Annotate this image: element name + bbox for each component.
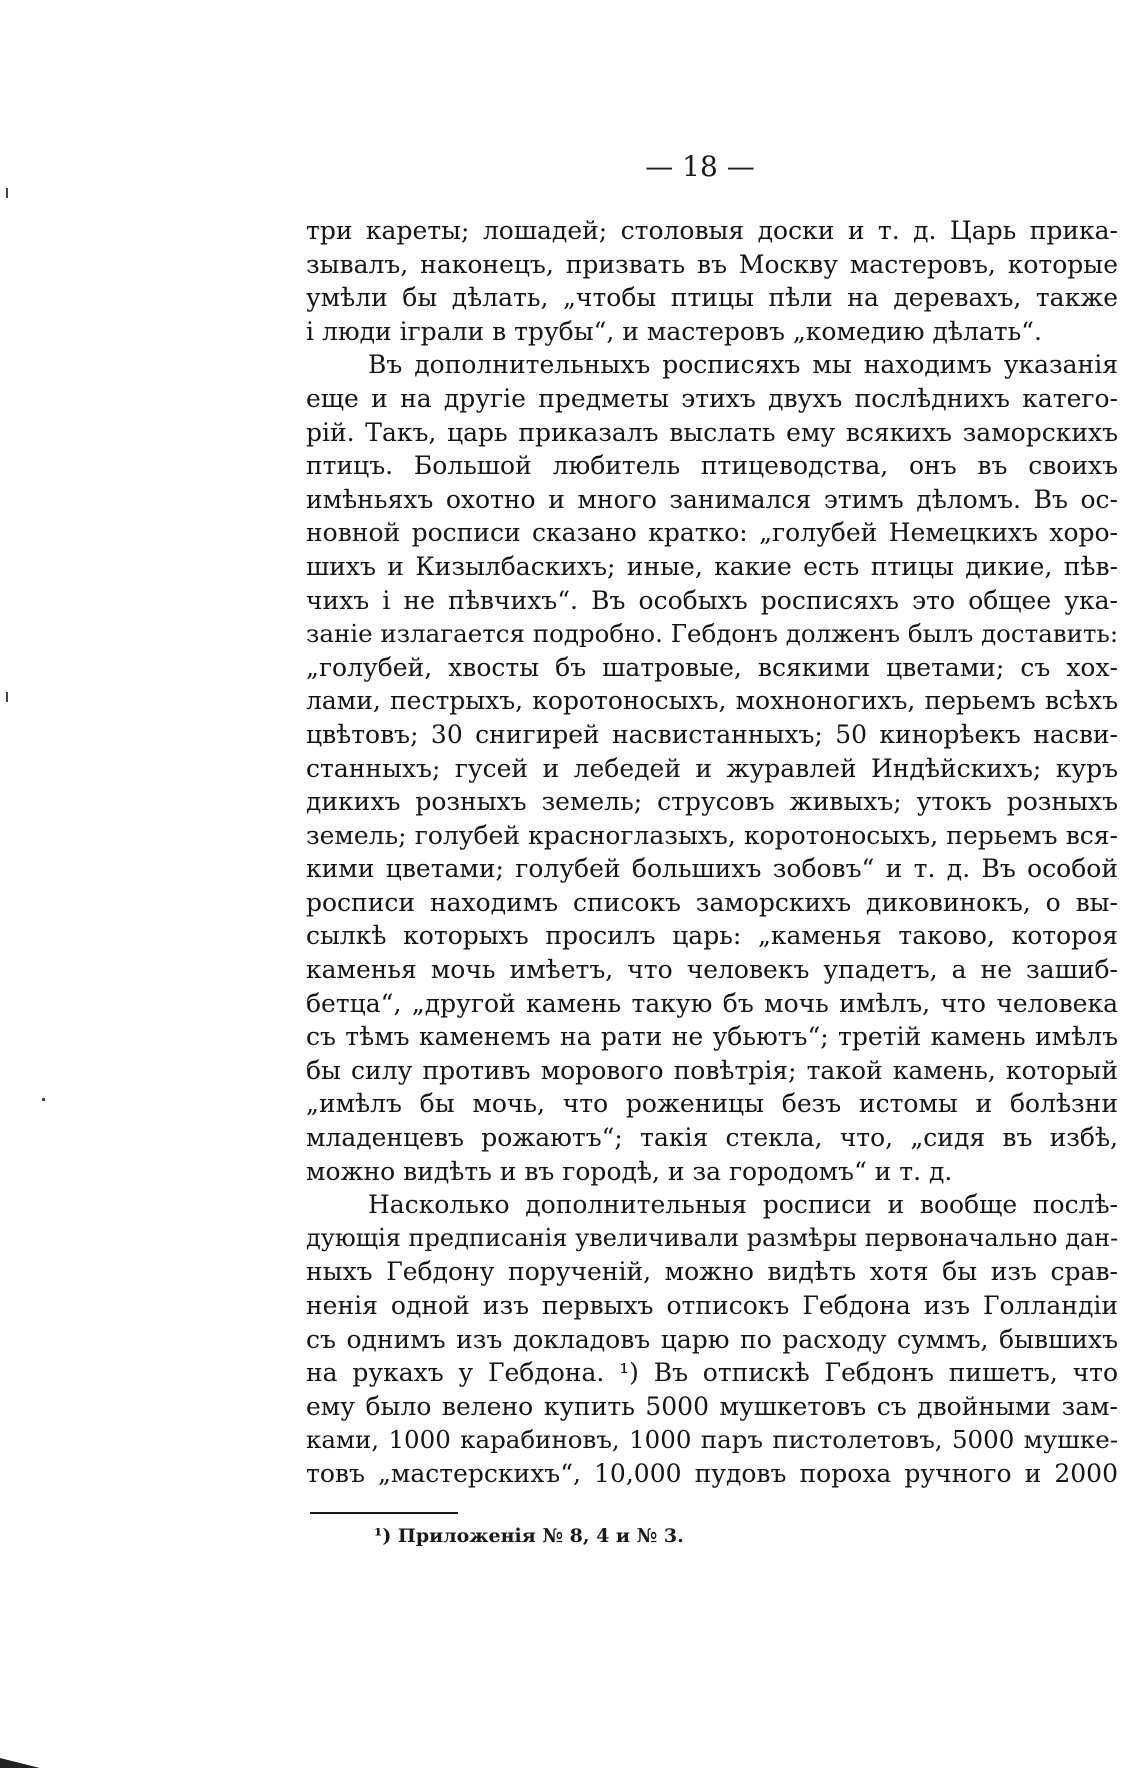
text-line: младенцевъ рожаютъ“; такія стекла, что, „сидя въ избѣ,	[306, 1123, 1118, 1153]
text-line: на рукахъ у Гебдона. ¹) Въ отпискѣ Гебдонъ пишетъ, что	[306, 1358, 1118, 1388]
text-line: новной росписи сказано кратко: „голубей Немецкихъ хоро-	[306, 518, 1118, 548]
scan-corner-mark	[0, 1758, 40, 1768]
text-line: Насколько дополнительныя росписи и вообще послѣ-	[368, 1190, 1118, 1220]
text-line: заніе излагается подробно. Гебдонъ долженъ былъ доставить:	[306, 619, 1118, 649]
footnote-rule	[310, 1512, 458, 1514]
text-line: съ однимъ изъ докладовъ царю по расходу суммъ, бывшихъ	[306, 1324, 1118, 1354]
footnote: ¹) Приложенія № 8, 4 и № 3.	[374, 1525, 684, 1547]
text-line: умѣли бы дѣлать, „чтобы птицы пѣли на деревахъ, также	[306, 283, 1118, 313]
text-line: имѣньяхъ охотно и много занимался этимъ дѣломъ. Въ ос-	[306, 484, 1118, 514]
text-line: „голубей, хвосты бъ шатровые, всякими цветами; съ хох-	[306, 652, 1118, 682]
text-line: три кареты; лошадей; столовыя доски и т. д. Царь прика-	[306, 216, 1118, 245]
text-line: зывалъ, наконецъ, призвать въ Москву мастеровъ, которые	[306, 249, 1118, 279]
page-number: — 18 —	[645, 150, 755, 183]
text-line: земель; голубей красноглазыхъ, коротоносыхъ, перьемъ вся-	[306, 820, 1118, 850]
text-line: бетца“, „другой камень такую бъ мочь имѣлъ, что человека	[306, 988, 1118, 1018]
margin-speck	[6, 692, 8, 702]
text-line: дующія предписанія увеличивали размѣры первоначально дан-	[306, 1223, 1118, 1252]
body-text	[306, 214, 1118, 1491]
text-line: рій. Такъ, царь приказалъ выслать ему всякихъ заморскихъ	[306, 417, 1118, 447]
text-line: бы силу противъ морового повѣтрія; такой камень, который	[306, 1055, 1118, 1085]
text-line: еще и на другіе предметы этихъ двухъ послѣднихъ катего-	[306, 383, 1118, 413]
margin-speck	[6, 188, 8, 198]
text-line: росписи находимъ списокъ заморскихъ диковинокъ, о вы-	[306, 887, 1118, 917]
text-line: ками, 1000 карабиновъ, 1000 паръ пистолетовъ, 5000 мушке-	[306, 1425, 1118, 1455]
text-line: шихъ и Кизылбаскихъ; иные, какие есть птицы дикие, пѣв-	[306, 551, 1118, 581]
text-line: каменья мочь имѣетъ, что человекъ упадетъ, а не зашиб-	[306, 955, 1118, 985]
text-line: лами, пестрыхъ, коротоносыхъ, мохноногихъ, перьемъ всѣхъ	[306, 686, 1118, 716]
margin-speck	[42, 1098, 45, 1101]
text-line: дикихъ розныхъ земель; струсовъ живыхъ; утокъ розныхъ	[306, 787, 1118, 817]
text-line: цвѣтовъ; 30 снигирей насвистанныхъ; 50 кинорѣекъ насви-	[306, 719, 1118, 749]
text-line: ненія одной изъ первыхъ отписокъ Гебдона изъ Голландіи	[306, 1291, 1118, 1320]
text-line: птицъ. Большой любитель птицеводства, онъ въ своихъ	[306, 451, 1118, 481]
text-line: і люди іграли в трубы“, и мастеровъ „комедию дѣлать“.	[306, 316, 1042, 346]
text-line: „имѣлъ бы мочь, что роженицы безъ истомы и болѣзни	[306, 1089, 1118, 1119]
text-line: товъ „мастерскихъ“, 10,000 пудовъ пороха ручного и 2000	[306, 1458, 1118, 1488]
text-line: Въ дополнительныхъ росписяхъ мы находимъ указанія	[368, 350, 1118, 380]
text-line: сылкѣ которыхъ просилъ царь: „каменья таково, котороя	[306, 921, 1118, 951]
text-line: ныхъ Гебдону порученій, можно видѣть хотя бы изъ срав-	[306, 1257, 1118, 1287]
text-line: ему было велено купить 5000 мушкетовъ съ двойными зам-	[306, 1391, 1118, 1421]
text-line: чихъ і не пѣвчихъ“. Въ особыхъ росписяхъ это общее ука-	[306, 585, 1118, 615]
text-line: кими цветами; голубей большихъ зобовъ“ и т. д. Въ особой	[306, 854, 1118, 884]
text-line: можно видѣть и въ городѣ, и за городомъ“ и т. д.	[306, 1156, 953, 1186]
text-line: съ тѣмъ каменемъ на рати не убьютъ“; третій камень имѣлъ	[306, 1022, 1118, 1052]
text-line: станныхъ; гусей и лебедей и журавлей Индѣйскихъ; куръ	[306, 753, 1118, 783]
